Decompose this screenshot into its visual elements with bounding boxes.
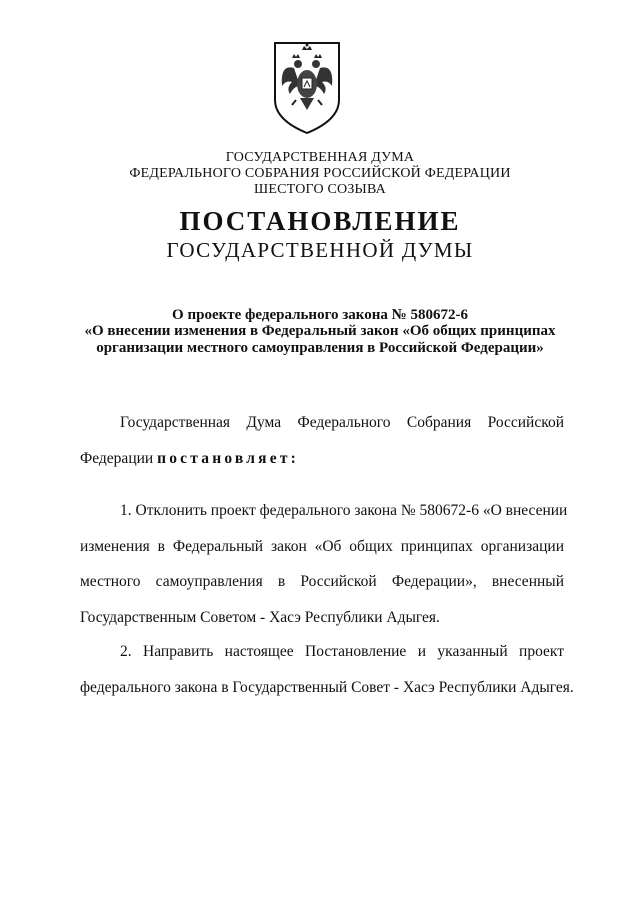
document-subtitle: ГОСУДАРСТВЕННОЙ ДУМЫ [166,238,474,262]
preamble-text: Федерации [80,450,158,467]
subject-line-1: О проекте федерального закона № 580672-6 [172,307,468,323]
document-title: ПОСТАНОВЛЕНИЕ [179,206,461,236]
header-organization: ГОСУДАРСТВЕННАЯ ДУМА [225,150,415,165]
item1-line-4: Государственным Советом - Хасэ Республики Адыгея. [80,609,440,626]
subject-line-2: «О внесении изменения в Федеральный закон «Об общих принципах [84,323,556,339]
preamble-line-2 [80,450,564,468]
subject-line-3: организации местного самоуправления в Российской Федерации» [96,340,544,356]
resolves-word: постановляет: [157,450,299,467]
header-convocation: ШЕСТОГО СОЗЫВА [254,182,386,197]
item2-line-1: 2. Направить настоящее Постановление и указанный проект [120,643,564,660]
item1-line-2: изменения в Федеральный закон «Об общих принципах организации [80,538,564,555]
russian-coat-of-arms-icon [272,40,342,134]
item1-line-1: 1. Отклонить проект федерального закона № 580672-6 «О внесении [120,502,568,519]
header-assembly: ФЕДЕРАЛЬНОГО СОБРАНИЯ РОССИЙСКОЙ ФЕДЕРАЦИИ [129,166,511,181]
item1-line-3: местного самоуправления в Российской Федерации», внесенный [80,573,564,590]
item2-line-2: федерального закона в Государственный Совет - Хасэ Республики Адыгея. [80,679,574,696]
preamble-line-1: Государственная Дума Федерального Собрания Российской [120,414,564,431]
